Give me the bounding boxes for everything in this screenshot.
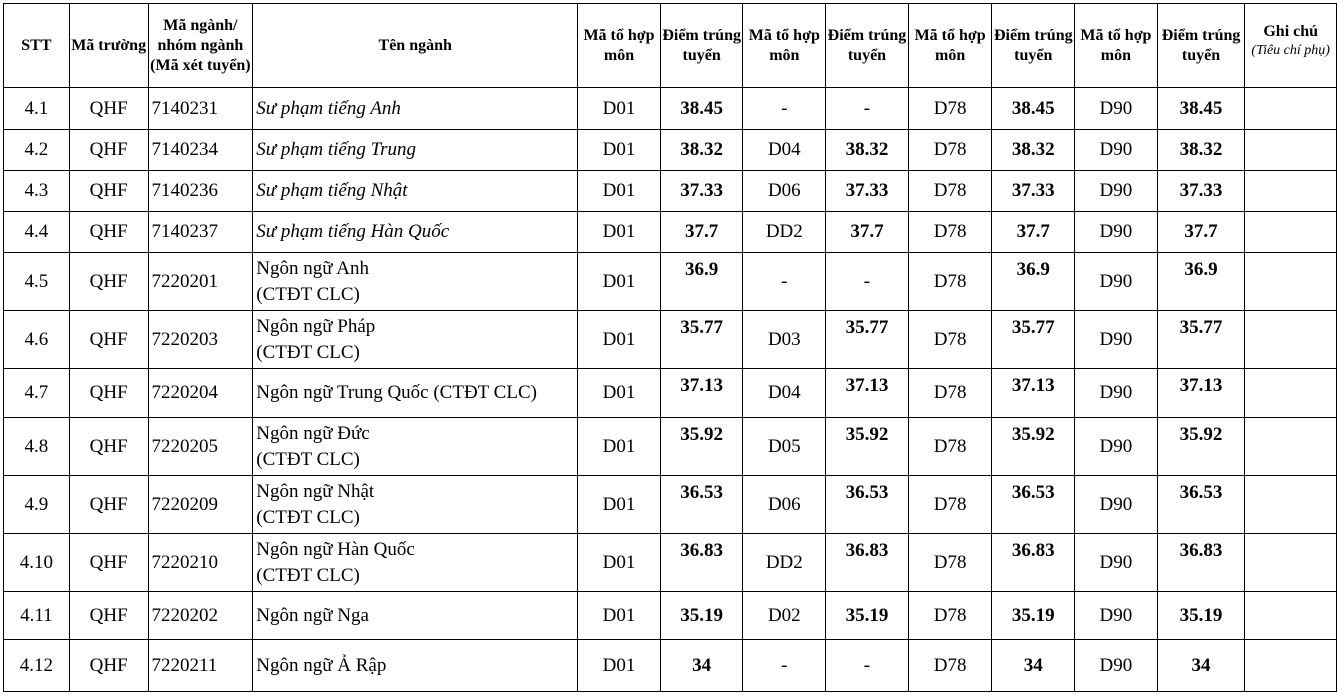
to-hop-3-cell: D78 [908,592,992,640]
ten-nganh-cell [253,534,578,592]
table-row [4,130,1337,171]
ma-nganh-cell: 7220201 [148,253,253,311]
table-row [4,640,1337,692]
header-row [4,4,1337,88]
to-hop-4-cell: D90 [1075,476,1158,534]
diem-2-cell: 35.92 [826,418,909,476]
header-diem-2: Điểm trúng tuyển [826,4,909,88]
ten-nganh-line: (CTĐT CLC) [256,283,360,305]
diem-2-cell: 36.83 [826,534,909,592]
stt-cell: 4.9 [4,476,70,534]
diem-4-cell: 36.83 [1157,534,1245,592]
to-hop-1-cell: D01 [578,369,661,418]
ma-truong-cell: QHF [69,130,148,171]
to-hop-2-cell: D02 [743,592,826,640]
table-row [4,534,1337,592]
ma-nganh-cell: 7140231 [148,88,253,130]
diem-2-cell: 36.53 [826,476,909,534]
to-hop-2-cell: D05 [743,418,826,476]
to-hop-4-cell: D90 [1075,369,1158,418]
ma-truong-cell: QHF [69,212,148,253]
ten-nganh-line: Sư phạm tiếng Anh [256,97,401,119]
to-hop-1-cell: D01 [578,171,661,212]
diem-4-cell: 37.7 [1157,212,1245,253]
to-hop-1-cell: D01 [578,311,661,369]
to-hop-4-cell: D90 [1075,212,1158,253]
ghi-chu-cell [1245,369,1337,418]
diem-4-cell: 36.9 [1157,253,1245,311]
diem-3-cell: 35.92 [992,418,1075,476]
to-hop-1-cell: D01 [578,592,661,640]
ten-nganh-line: Sư phạm tiếng Trung [256,139,416,160]
ghi-chu-cell [1245,418,1337,476]
admission-scores-table [3,3,1337,692]
diem-3-cell: 36.53 [992,476,1075,534]
ma-truong-cell: QHF [69,418,148,476]
ma-nganh-cell: 7220205 [148,418,253,476]
header-diem-3: Điểm trúng tuyển [992,4,1075,88]
to-hop-1-cell: D01 [578,253,661,311]
header-ma-to-hop-4: Mã tổ hợp môn [1075,4,1158,88]
diem-3-cell: 37.33 [992,171,1075,212]
diem-2-cell: 37.13 [826,369,909,418]
ten-nganh-line: Ngôn ngữ Hàn Quốc [256,538,415,560]
to-hop-3-cell: D78 [908,212,992,253]
ma-truong-cell: QHF [69,253,148,311]
header-diem-4: Điểm trúng tuyển [1157,4,1245,88]
diem-3-cell: 36.83 [992,534,1075,592]
stt-cell: 4.12 [4,640,70,692]
ghi-chu-cell [1245,311,1337,369]
diem-1-cell: 36.83 [660,534,743,592]
to-hop-3-cell: D78 [908,171,992,212]
header-ma-to-hop-3: Mã tổ hợp môn [908,4,992,88]
to-hop-4-cell: D90 [1075,88,1158,130]
ten-nganh-line: Ngôn ngữ Đức [256,422,370,444]
to-hop-4-cell: D90 [1075,311,1158,369]
to-hop-2-cell: - [743,88,826,130]
ten-nganh-cell [253,476,578,534]
to-hop-2-cell: D06 [743,171,826,212]
diem-1-cell: 37.7 [660,212,743,253]
ma-truong-cell: QHF [69,592,148,640]
ma-nganh-cell: 7140236 [148,171,253,212]
diem-4-cell: 38.45 [1157,88,1245,130]
ten-nganh-line: Ngôn ngữ Ả Rập [256,654,387,676]
diem-2-cell: 35.77 [826,311,909,369]
ten-nganh-cell [253,311,578,369]
diem-4-cell: 38.32 [1157,130,1245,171]
diem-4-cell: 37.33 [1157,171,1245,212]
table-row [4,369,1337,418]
stt-cell: 4.11 [4,592,70,640]
ma-nganh-cell: 7140237 [148,212,253,253]
ten-nganh-line: (CTĐT CLC) [256,341,360,363]
ten-nganh-cell [253,130,578,171]
table-row [4,476,1337,534]
diem-1-cell: 35.92 [660,418,743,476]
ten-nganh-cell [253,88,578,130]
ma-nganh-cell: 7220211 [148,640,253,692]
stt-cell: 4.10 [4,534,70,592]
ten-nganh-line: (CTĐT CLC) [256,564,360,586]
ma-nganh-cell: 7220202 [148,592,253,640]
table-row [4,253,1337,311]
diem-4-cell: 36.53 [1157,476,1245,534]
diem-1-cell: 37.33 [660,171,743,212]
to-hop-3-cell: D78 [908,418,992,476]
ten-nganh-line: (CTĐT CLC) [256,506,360,528]
to-hop-1-cell: D01 [578,212,661,253]
stt-cell: 4.7 [4,369,70,418]
ten-nganh-line: Sư phạm tiếng Hàn Quốc [256,221,450,242]
diem-3-cell: 38.32 [992,130,1075,171]
ma-truong-cell: QHF [69,369,148,418]
ma-nganh-cell: 7220209 [148,476,253,534]
table-row [4,88,1337,130]
ghi-chu-cell [1245,171,1337,212]
to-hop-1-cell: D01 [578,88,661,130]
header-ma-truong: Mã trường [69,4,148,88]
ghi-chu-cell [1245,476,1337,534]
ma-truong-cell: QHF [69,534,148,592]
diem-1-cell: 36.53 [660,476,743,534]
table-row [4,311,1337,369]
diem-1-cell: 34 [660,640,743,692]
diem-3-cell: 37.13 [992,369,1075,418]
stt-cell: 4.3 [4,171,70,212]
to-hop-4-cell: D90 [1075,171,1158,212]
to-hop-4-cell: D90 [1075,592,1158,640]
ten-nganh-line: Ngôn ngữ Trung Quốc (CTĐT CLC) [256,382,537,403]
ma-nganh-cell: 7220210 [148,534,253,592]
stt-cell: 4.1 [4,88,70,130]
to-hop-3-cell: D78 [908,640,992,692]
diem-4-cell: 35.92 [1157,418,1245,476]
ten-nganh-cell [253,418,578,476]
ten-nganh-cell [253,369,578,418]
table-row [4,592,1337,640]
to-hop-3-cell: D78 [908,130,992,171]
stt-cell: 4.8 [4,418,70,476]
ma-nganh-cell: 7220203 [148,311,253,369]
ma-truong-cell: QHF [69,311,148,369]
ten-nganh-cell [253,640,578,692]
to-hop-2-cell: D03 [743,311,826,369]
header-ghi-chu-sub: (Tiêu chí phụ) [1251,43,1330,58]
ghi-chu-cell [1245,130,1337,171]
ten-nganh-line: Ngôn ngữ Pháp [256,315,376,337]
to-hop-3-cell: D78 [908,476,992,534]
to-hop-1-cell: D01 [578,640,661,692]
to-hop-3-cell: D78 [908,369,992,418]
diem-1-cell: 37.13 [660,369,743,418]
to-hop-4-cell: D90 [1075,253,1158,311]
diem-1-cell: 35.19 [660,592,743,640]
ghi-chu-cell [1245,640,1337,692]
ten-nganh-cell [253,253,578,311]
diem-2-cell: 37.33 [826,171,909,212]
diem-1-cell: 35.77 [660,311,743,369]
to-hop-2-cell: DD2 [743,212,826,253]
header-stt: STT [4,4,70,88]
ma-truong-cell: QHF [69,88,148,130]
diem-2-cell: 35.19 [826,592,909,640]
to-hop-3-cell: D78 [908,253,992,311]
diem-1-cell: 38.32 [660,130,743,171]
diem-2-cell: - [826,640,909,692]
ma-nganh-cell: 7220204 [148,369,253,418]
header-ten-nganh: Tên ngành [253,4,578,88]
to-hop-1-cell: D01 [578,418,661,476]
table-row [4,212,1337,253]
ten-nganh-cell [253,592,578,640]
diem-4-cell: 34 [1157,640,1245,692]
to-hop-1-cell: D01 [578,130,661,171]
table-row [4,171,1337,212]
ma-truong-cell: QHF [69,171,148,212]
ten-nganh-cell [253,171,578,212]
stt-cell: 4.5 [4,253,70,311]
ten-nganh-line: Ngôn ngữ Anh [256,257,369,279]
ma-truong-cell: QHF [69,640,148,692]
diem-3-cell: 34 [992,640,1075,692]
to-hop-4-cell: D90 [1075,130,1158,171]
to-hop-2-cell: DD2 [743,534,826,592]
diem-2-cell: 38.32 [826,130,909,171]
ten-nganh-line: (CTĐT CLC) [256,448,360,470]
diem-2-cell: 37.7 [826,212,909,253]
to-hop-3-cell: D78 [908,88,992,130]
to-hop-2-cell: D06 [743,476,826,534]
diem-4-cell: 35.77 [1157,311,1245,369]
diem-2-cell: - [826,88,909,130]
diem-3-cell: 37.7 [992,212,1075,253]
stt-cell: 4.2 [4,130,70,171]
diem-3-cell: 35.77 [992,311,1075,369]
to-hop-2-cell: D04 [743,369,826,418]
table-body [4,88,1337,692]
stt-cell: 4.6 [4,311,70,369]
header-ghi-chu [1245,4,1337,88]
ghi-chu-cell [1245,534,1337,592]
header-ma-to-hop-1: Mã tổ hợp môn [578,4,661,88]
ma-nganh-cell: 7140234 [148,130,253,171]
header-ma-nganh: Mã ngành/ nhóm ngành (Mã xét tuyển) [148,4,253,88]
to-hop-4-cell: D90 [1075,534,1158,592]
to-hop-2-cell: - [743,253,826,311]
diem-4-cell: 37.13 [1157,369,1245,418]
diem-3-cell: 35.19 [992,592,1075,640]
ma-truong-cell: QHF [69,476,148,534]
diem-3-cell: 36.9 [992,253,1075,311]
ghi-chu-cell [1245,212,1337,253]
ten-nganh-line: Ngôn ngữ Nga [256,604,369,626]
stt-cell: 4.4 [4,212,70,253]
to-hop-2-cell: D04 [743,130,826,171]
to-hop-1-cell: D01 [578,476,661,534]
ten-nganh-cell [253,212,578,253]
to-hop-3-cell: D78 [908,311,992,369]
diem-1-cell: 38.45 [660,88,743,130]
diem-2-cell: - [826,253,909,311]
to-hop-4-cell: D90 [1075,418,1158,476]
ghi-chu-cell [1245,253,1337,311]
diem-1-cell: 36.9 [660,253,743,311]
table-row [4,418,1337,476]
to-hop-3-cell: D78 [908,534,992,592]
ten-nganh-line: Sư phạm tiếng Nhật [256,180,408,201]
ten-nganh-line: Ngôn ngữ Nhật [256,480,375,502]
header-diem-1: Điểm trúng tuyển [660,4,743,88]
header-ma-to-hop-2: Mã tổ hợp môn [743,4,826,88]
to-hop-4-cell: D90 [1075,640,1158,692]
to-hop-1-cell: D01 [578,534,661,592]
header-ghi-chu-label: Ghi chú [1263,23,1319,40]
to-hop-2-cell: - [743,640,826,692]
diem-3-cell: 38.45 [992,88,1075,130]
ghi-chu-cell [1245,592,1337,640]
ghi-chu-cell [1245,88,1337,130]
diem-4-cell: 35.19 [1157,592,1245,640]
